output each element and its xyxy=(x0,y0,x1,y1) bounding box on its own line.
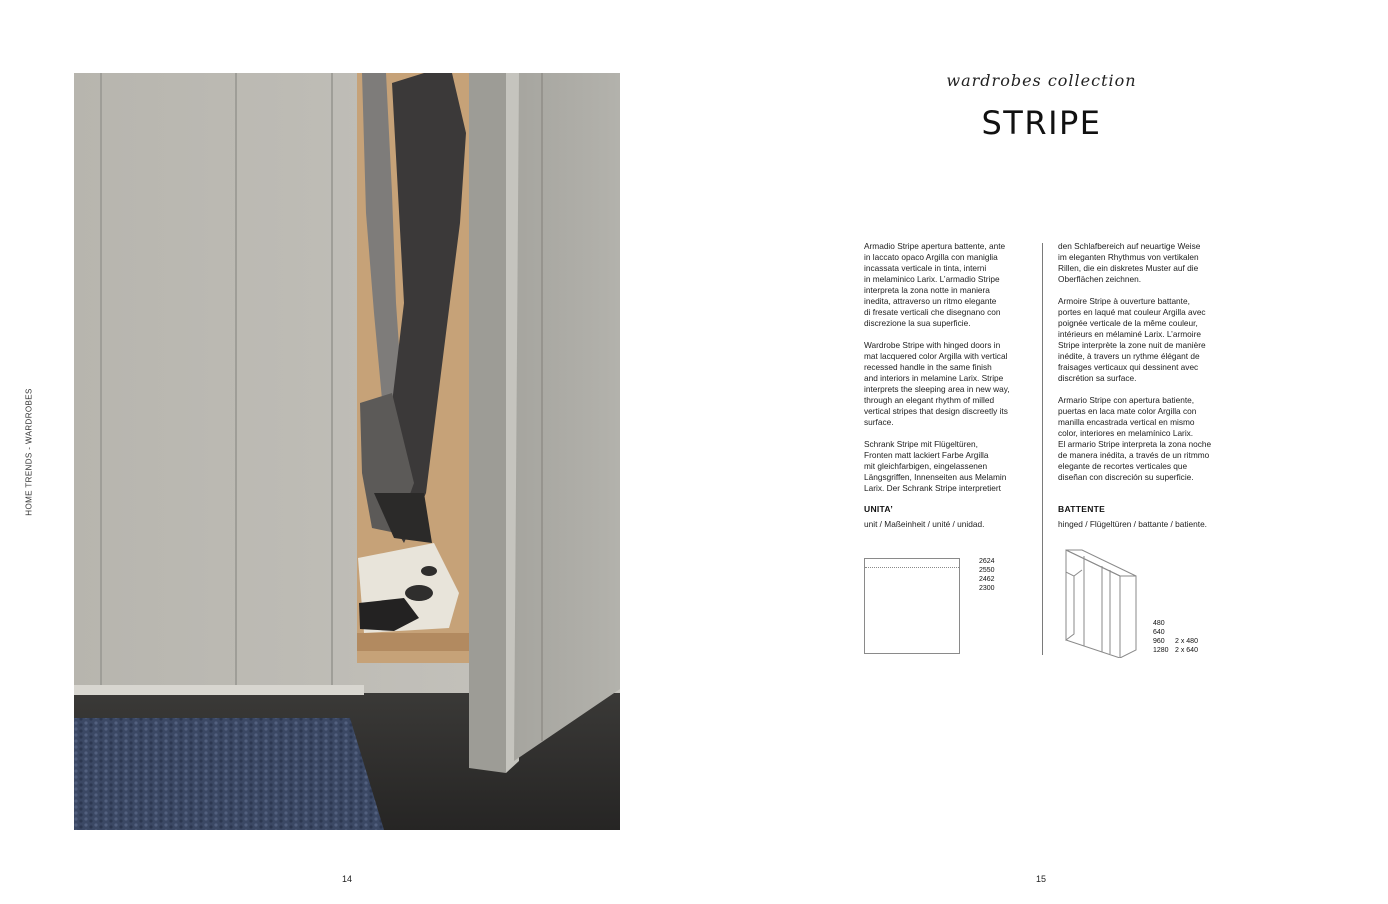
width-value: 640 xyxy=(1153,629,1165,636)
unit-section-title: UNITA’ xyxy=(864,504,894,514)
description-paragraph: Wardrobe Stripe with hinged doors in mat lacquered color Argilla with vertical recessed handle in the same finish and interiors in melamine Larix. Stripe interprets the sleeping area in new way, through an elegant rhythm of milled vertical stripes that design discreetly its surface. xyxy=(864,340,1010,427)
width-combo: 2 x 640 xyxy=(1175,647,1198,654)
description-column-left xyxy=(864,241,1036,505)
height-value: 2624 xyxy=(979,558,995,565)
height-value: 2300 xyxy=(979,585,995,592)
battente-widths-list xyxy=(1153,619,1198,655)
width-row xyxy=(1153,619,1198,628)
width-row xyxy=(1153,646,1198,655)
description-paragraph: Armadio Stripe apertura battente, ante in laccato opaco Argilla con maniglia incassata verticale in tinta, interni in melaminico Larix. L’armadio Stripe interpreta la zona notte in maniera inedita, attraverso un ritmo elegante di fresate verticali che disegnano con discrezione la sua superficie. xyxy=(864,241,1006,328)
height-value: 2462 xyxy=(979,576,995,583)
side-section-label: HOME TRENDS - WARDROBES xyxy=(24,388,34,516)
width-value: 480 xyxy=(1153,620,1165,627)
unit-heights-list xyxy=(979,557,995,593)
description-paragraph: Armoire Stripe à ouverture battante, portes en laqué mat couleur Argilla avec poignée verticale de la même couleur, intérieurs en mélaminé Larix. L’armoire Stripe interprète la zone nuit de manière inédite, à travers un rythme élégant de fraisages verticaux qui dessinent avec discrétion sa surface. xyxy=(1058,296,1206,383)
page-title: STRIPE xyxy=(981,104,1102,142)
page-number-left: 14 xyxy=(342,874,353,884)
collection-subtitle: wardrobes collection xyxy=(946,71,1137,90)
unit-module-diagram xyxy=(864,558,960,654)
width-row xyxy=(1153,637,1198,646)
height-value: 2550 xyxy=(979,567,995,574)
hinged-wardrobe-diagram xyxy=(1062,546,1142,658)
width-combo: 2 x 480 xyxy=(1175,638,1198,645)
column-divider xyxy=(1042,243,1043,655)
unit-section-subtitle: unit / Maßeinheit / unité / unidad. xyxy=(864,519,985,529)
width-row xyxy=(1153,628,1198,637)
description-column-right xyxy=(1058,241,1228,494)
width-value: 960 xyxy=(1153,638,1165,645)
page-number-right: 15 xyxy=(1036,874,1047,884)
description-paragraph: Schrank Stripe mit Flügeltüren, Fronten matt lackiert Farbe Argilla mit gleichfarbigen, eingelassenen Längsgriffen, Innenseiten aus Melamin Larix. Der Schrank Stripe interpretiert xyxy=(864,439,1007,493)
wardrobe-photo xyxy=(74,73,620,830)
description-paragraph: Armario Stripe con apertura batiente, puertas en laca mate color Argilla con manilla encastrada vertical en mismo color, interiores en melamínico Larix. El armario Stripe interpreta la zona noche de manera inédita, a través de un ritmmo elegante de recortes verticales que diseñan con discreción su superficie. xyxy=(1058,395,1212,482)
battente-section-title: BATTENTE xyxy=(1058,504,1106,514)
battente-section-subtitle: hinged / Flügeltüren / battante / batiente. xyxy=(1058,519,1207,529)
width-value: 1280 xyxy=(1153,647,1169,654)
description-paragraph: den Schlafbereich auf neuartige Weise im eleganten Rhythmus von vertikalen Rillen, die ein diskretes Muster auf die Oberflächen zeichnen. xyxy=(1058,241,1201,284)
